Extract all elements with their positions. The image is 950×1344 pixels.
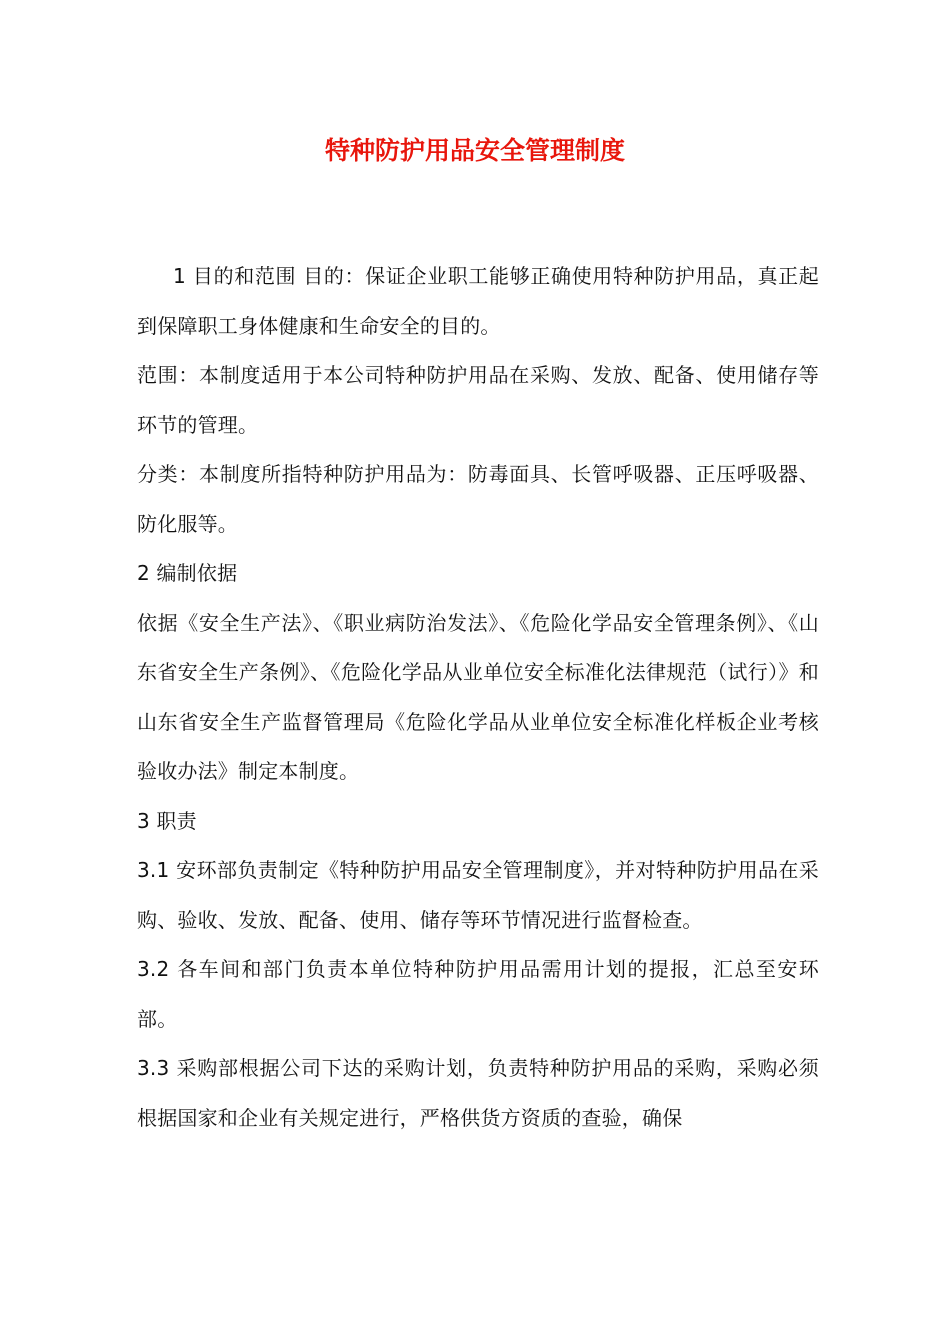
section-heading-basis: 2 编制依据 xyxy=(137,561,238,585)
paragraph-purpose-scope: 1 目的和范围 目的：保证企业职工能够正确使用特种防护用品，真正起到保障职工身体健康和生命安全的目的。 xyxy=(137,264,819,338)
document-body xyxy=(137,252,819,1143)
paragraph-basis: 依据《安全生产法》、《职业病防治发法》、《危险化学品安全管理条例》、《山东省安全生产条例》、《危险化学品从业单位安全标准化法律规范（试行）》和山东省安全生产监督管理局《危险化学品从业单位安全标准化样板企业考核验收办法》制定本制度。 xyxy=(137,610,819,783)
paragraph-responsibility-3-1: 3.1 安环部负责制定《特种防护用品安全管理制度》，并对特种防护用品在采购、验收、发放、配备、使用、储存等环节情况进行监督检查。 xyxy=(137,858,819,932)
paragraph-scope: 范围：本制度适用于本公司特种防护用品在采购、发放、配备、使用储存等环节的管理。 xyxy=(137,363,819,437)
paragraph-responsibility-3-2: 3.2 各车间和部门负责本单位特种防护用品需用计划的提报，汇总至安环部。 xyxy=(137,957,819,1031)
paragraph-responsibility-3-3: 3.3 采购部根据公司下达的采购计划，负责特种防护用品的采购，采购必须根据国家和企业有关规定进行，严格供货方资质的查验，确保 xyxy=(137,1056,819,1130)
paragraph-classification: 分类：本制度所指特种防护用品为：防毒面具、长管呼吸器、正压呼吸器、防化服等。 xyxy=(137,462,819,536)
document-title: 特种防护用品安全管理制度 xyxy=(324,136,625,165)
section-heading-responsibilities: 3 职责 xyxy=(137,808,197,833)
